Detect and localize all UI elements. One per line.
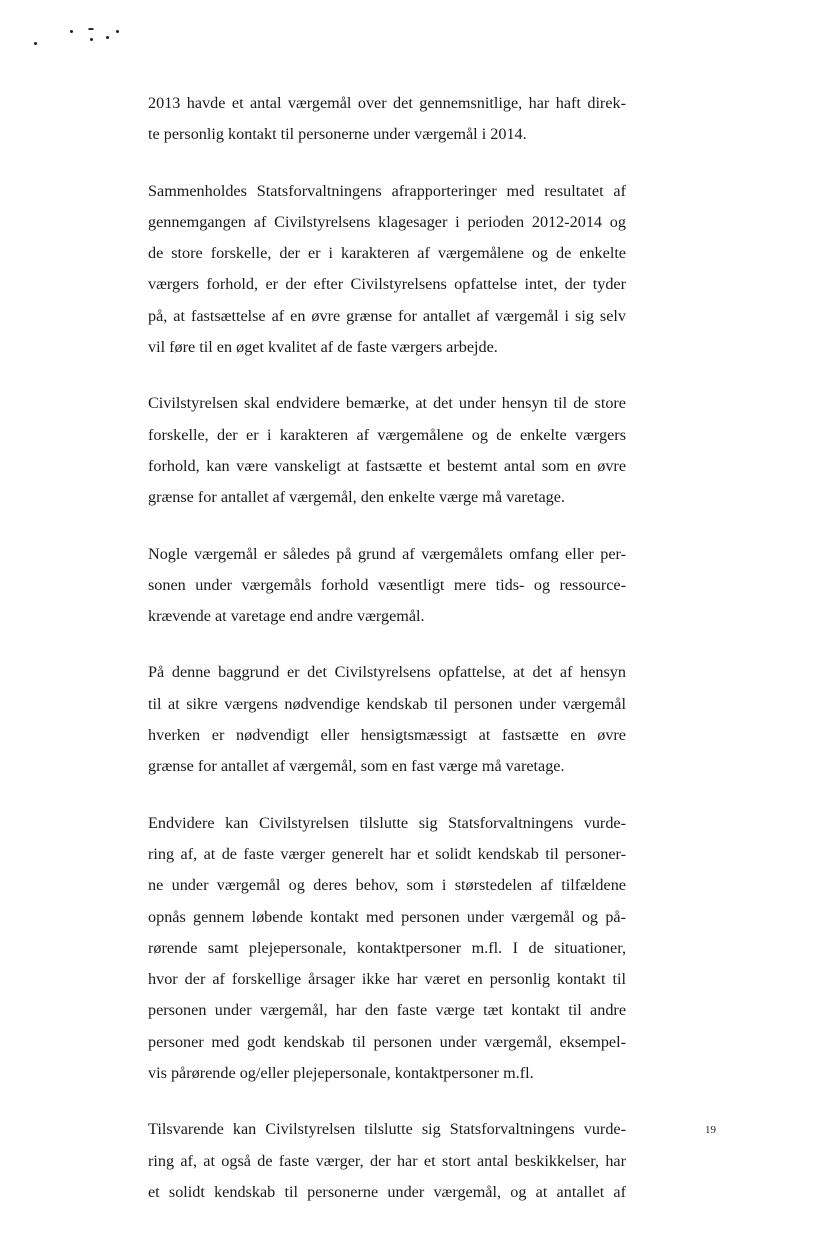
text-line: vis pårørende og/eller plejepersonale, kontaktpersoner m.fl. xyxy=(148,1064,534,1083)
text-line: gennemgangen af Civilstyrelsens klagesager i perioden 2012-2014 og xyxy=(148,212,626,231)
text-line: hverken er nødvendigt eller hensigtsmæssigt at fastsætte en øvre xyxy=(148,726,626,745)
text-line: på, at fastsættelse af en øvre grænse for antallet af værgemål i sig selv xyxy=(148,306,626,325)
paragraph xyxy=(148,539,626,633)
paragraph xyxy=(148,808,626,1090)
text-line: grænse for antallet af værgemål, den enkelte værge må varetage. xyxy=(148,488,565,507)
text-line: grænse for antallet af værgemål, som en fast værge må varetage. xyxy=(148,757,565,776)
text-line: ne under værgemål og deres behov, som i størstedelen af tilfældene xyxy=(148,876,626,895)
paragraph xyxy=(148,388,626,513)
text-line: forskelle, der er i karakteren af værgemålene og de enkelte værgers xyxy=(148,425,626,444)
text-line: Endvidere kan Civilstyrelsen tilslutte sig Statsforvaltningens vurde- xyxy=(148,813,626,832)
page-number: 19 xyxy=(705,1124,716,1136)
text-line: Sammenholdes Statsforvaltningens afrapporteringer med resultatet af xyxy=(148,181,626,200)
paragraph xyxy=(148,657,626,782)
paragraph xyxy=(148,1114,626,1208)
paragraph xyxy=(148,176,626,364)
paragraph xyxy=(148,88,626,151)
text-line: de store forskelle, der er i karakteren af værgemålene og de enkelte xyxy=(148,244,626,263)
text-line: te personlig kontakt til personerne under værgemål i 2014. xyxy=(148,125,527,144)
text-line: værgers forhold, er der efter Civilstyrelsens opfattelse intet, der tyder xyxy=(148,275,626,294)
text-line: Nogle værgemål er således på grund af værgemålets omfang eller per- xyxy=(148,544,626,563)
text-line: sonen under værgemåls forhold væsentligt mere tids- og ressource- xyxy=(148,575,626,594)
text-line: rørende samt plejepersonale, kontaktpersoner m.fl. I de situationer, xyxy=(148,938,626,957)
text-line: hvor der af forskellige årsager ikke har været en personlig kontakt til xyxy=(148,970,626,989)
text-line: 2013 havde et antal værgemål over det gennemsnitlige, har haft direk- xyxy=(148,94,626,112)
text-line: ring af, at også de faste værger, der har et stort antal beskikkelser, har xyxy=(148,1151,626,1170)
text-line: et solidt kendskab til personerne under værgemål, og at antallet af xyxy=(148,1182,626,1201)
text-line: ring af, at de faste værger generelt har et solidt kendskab til personer- xyxy=(148,844,626,863)
text-line: krævende at varetage end andre værgemål. xyxy=(148,607,425,626)
text-line: til at sikre værgens nødvendige kendskab til personen under værgemål xyxy=(148,694,626,713)
text-line: personer med godt kendskab til personen under værgemål, eksempel- xyxy=(148,1032,626,1051)
document-body xyxy=(148,88,626,1233)
text-line: Civilstyrelsen skal endvidere bemærke, at det under hensyn til de store xyxy=(148,394,626,413)
text-line: personen under værgemål, har den faste værge tæt kontakt til andre xyxy=(148,1001,626,1020)
text-line: opnås gennem løbende kontakt med personen under værgemål og på- xyxy=(148,907,626,926)
text-line: forhold, kan være vanskeligt at fastsætte et bestemt antal som en øvre xyxy=(148,456,626,475)
text-line: Tilsvarende kan Civilstyrelsen tilslutte sig Statsforvaltningens vurde- xyxy=(148,1120,626,1139)
text-line: På denne baggrund er det Civilstyrelsens opfattelse, at det af hensyn xyxy=(148,663,626,682)
text-line: vil føre til en øget kvalitet af de faste værgers arbejde. xyxy=(148,338,498,357)
scan-artifact-marks xyxy=(34,26,134,50)
